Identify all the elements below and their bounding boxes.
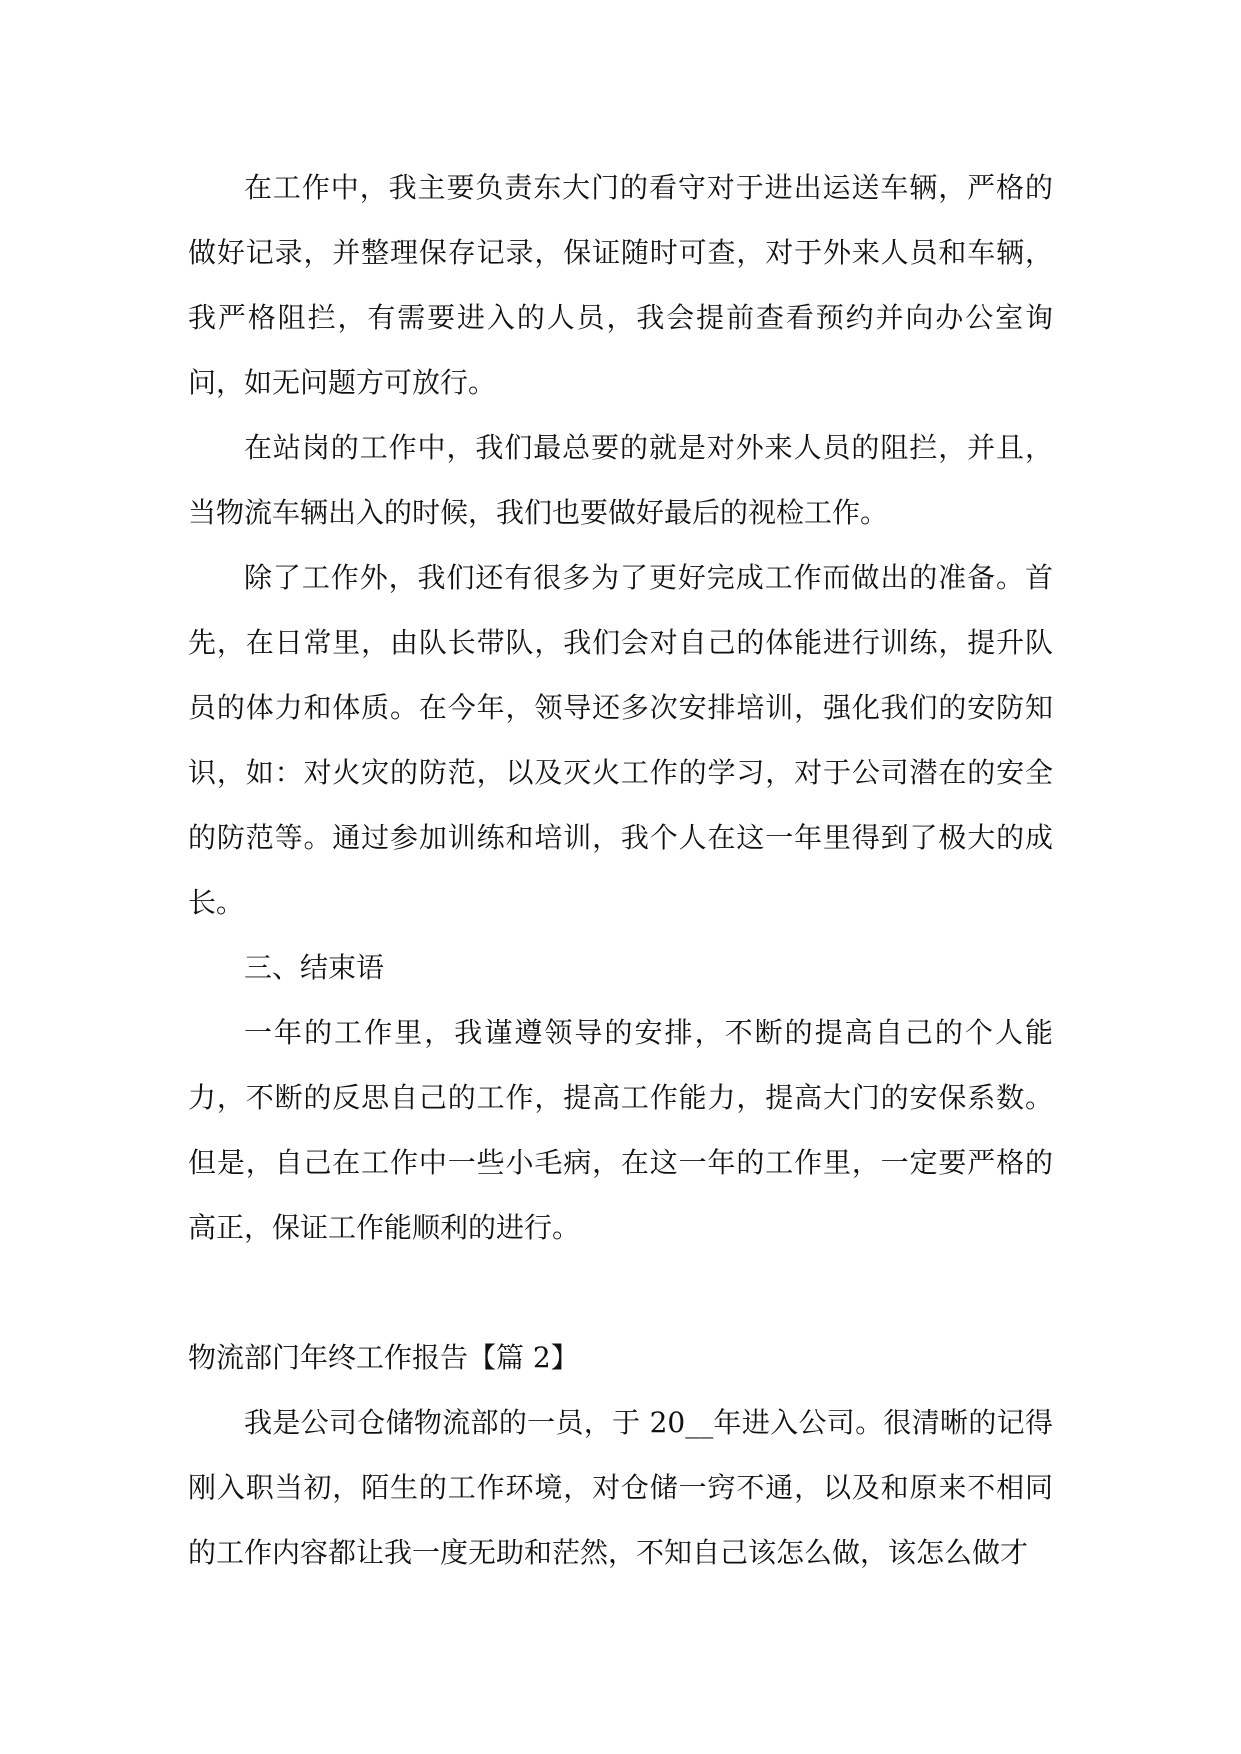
paragraph-training: 除了工作外，我们还有很多为了更好完成工作而做出的准备。首先，在日常里，由队长带队，我们会对自己的体能进行训练，提升队员的体力和体质。在今年，领导还多次安排培训，强化我们的安防知识，如：对火灾的防范，以及灭火工作的学习，对于公司潜在的安全的防范等。通过参加训练和培训，我个人在这一年里得到了极大的成长。 xyxy=(188,561,1053,919)
paragraph-conclusion: 一年的工作里，我谨遵领导的安排，不断的提高自己的个人能力，不断的反思自己的工作，提高工作能力，提高大门的安保系数。但是，自己在工作中一些小毛病，在这一年的工作里，一定要严格的高正，保证工作能顺利的进行。 xyxy=(188,1016,1053,1244)
document-body xyxy=(188,155,1053,1585)
paragraph-sentry-work: 在站岗的工作中，我们最总要的就是对外来人员的阻拦，并且，当物流车辆出入的时候，我们也要做好最后的视检工作。 xyxy=(188,431,1053,529)
section-title-part-2: 物流部门年终工作报告【篇 2】 xyxy=(188,1341,579,1374)
paragraph-part-2-intro: 我是公司仓储物流部的一员，于 20__年进入公司。很清晰的记得刚入职当初，陌生的工作环境，对仓储一窍不通，以及和原来不相同的工作内容都让我一度无助和茫然，不知自己该怎么做，该怎么做才 xyxy=(188,1406,1053,1569)
heading-conclusion: 三、结束语 xyxy=(244,951,385,984)
paragraph-gate-duty: 在工作中，我主要负责东大门的看守对于进出运送车辆，严格的做好记录，并整理保存记录，保证随时可查，对于外来人员和车辆，我严格阻拦，有需要进入的人员，我会提前查看预约并向办公室询问，如无问题方可放行。 xyxy=(188,171,1053,399)
